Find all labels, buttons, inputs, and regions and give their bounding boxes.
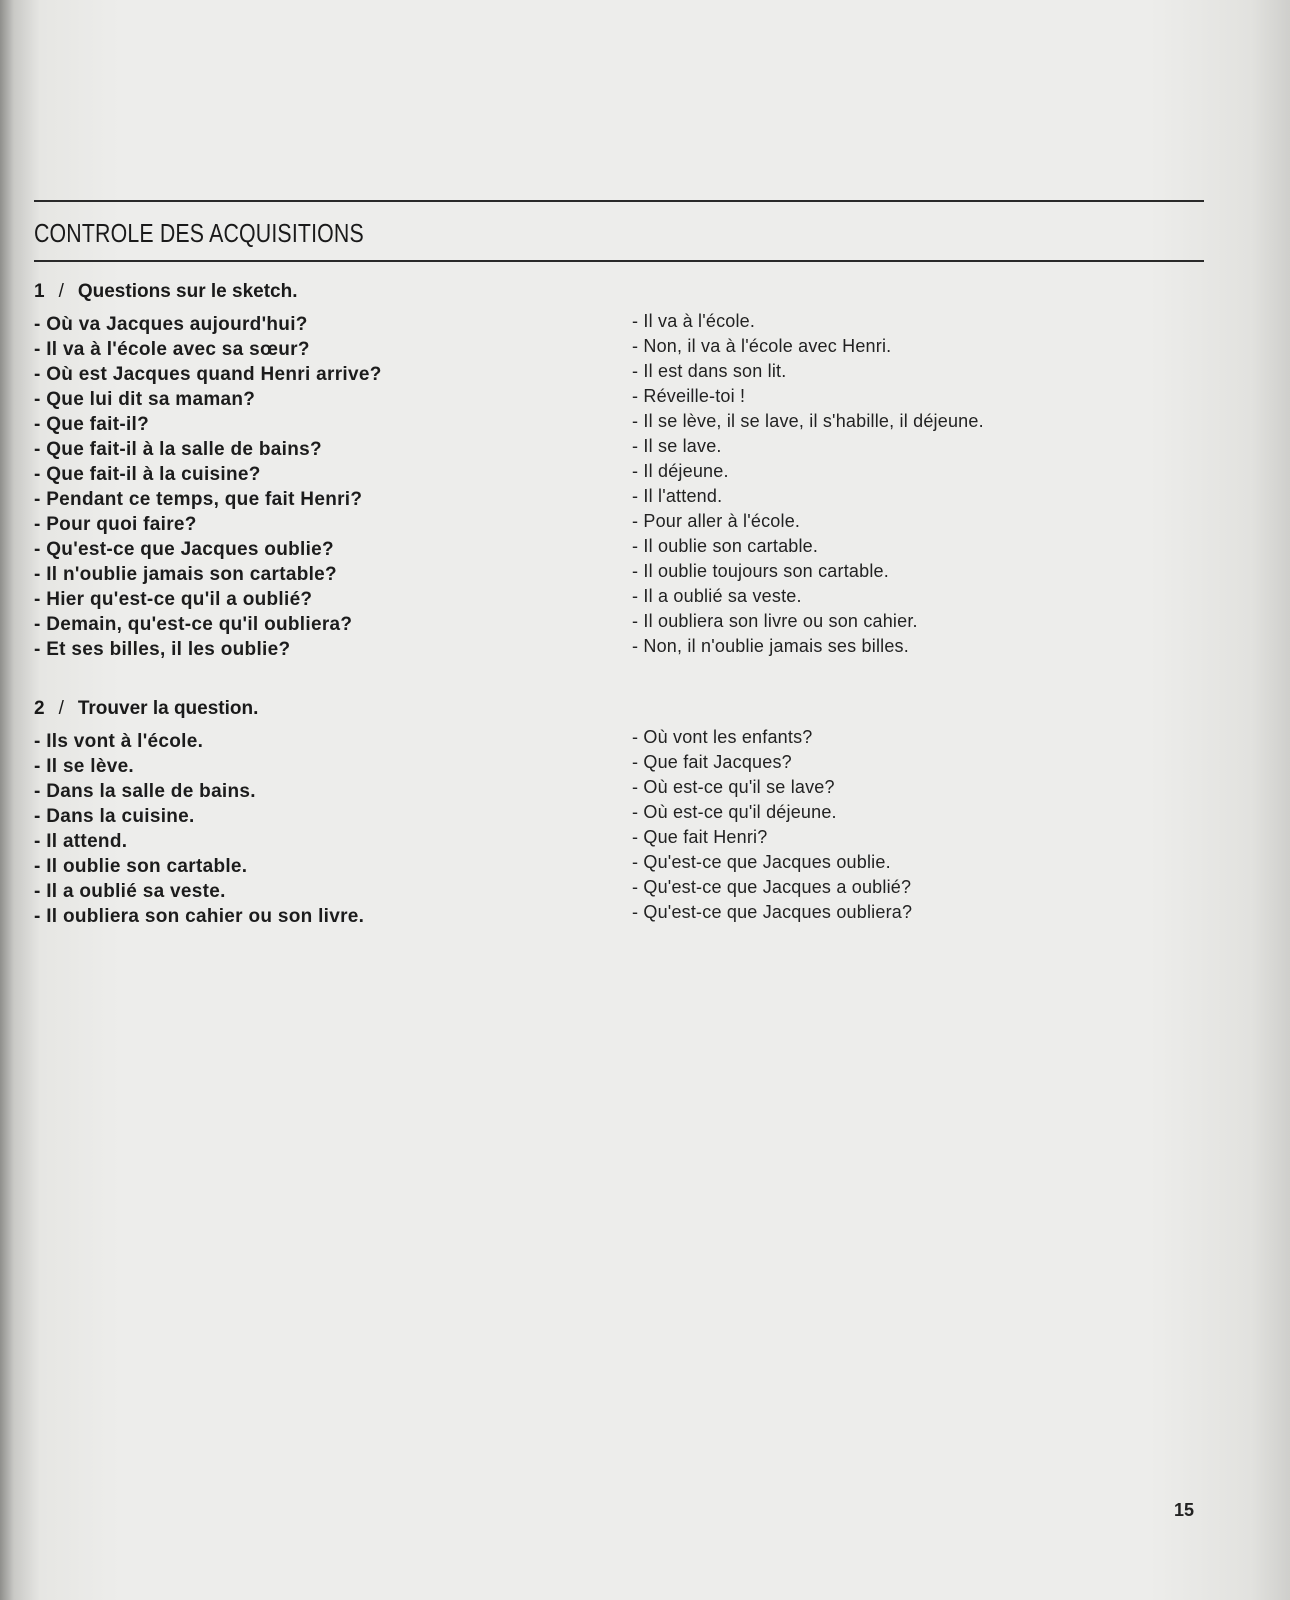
answer-line: - Pour aller à l'école. bbox=[632, 511, 801, 531]
question-line: - Que fait-il? bbox=[34, 414, 150, 435]
answer-line: - Il oubliera son livre ou son cahier. bbox=[632, 611, 918, 631]
prompt-line: - Dans la cuisine. bbox=[34, 806, 195, 827]
section-1-label: Questions sur le sketch. bbox=[77, 281, 298, 302]
answer-line: - Il va à l'école. bbox=[632, 311, 756, 331]
question-line: - Que lui dit sa maman? bbox=[34, 389, 256, 410]
prompt-line: - Ils vont à l'école. bbox=[34, 731, 204, 752]
question-line: - Que fait-il à la cuisine? bbox=[34, 464, 261, 485]
answer-line: - Que fait Henri? bbox=[632, 827, 768, 847]
page-number: 15 bbox=[1173, 1500, 1194, 1520]
question-line: - Il n'oublie jamais son cartable? bbox=[34, 564, 337, 585]
answer-line: - Qu'est-ce que Jacques oubliera? bbox=[632, 902, 913, 922]
prompt-line: - Il se lève. bbox=[34, 756, 135, 777]
answer-line: - Qu'est-ce que Jacques oublie. bbox=[632, 852, 891, 872]
section-2-slash: / bbox=[58, 698, 64, 719]
question-line: - Qu'est-ce que Jacques oublie? bbox=[34, 539, 334, 560]
answer-line: - Il oublie toujours son cartable. bbox=[632, 561, 889, 581]
answer-line: - Réveille-toi ! bbox=[632, 386, 746, 406]
answer-line: - Non, il n'oublie jamais ses billes. bbox=[632, 636, 909, 656]
question-line: - Où est Jacques quand Henri arrive? bbox=[34, 364, 382, 385]
question-line: - Pour quoi faire? bbox=[34, 514, 197, 535]
answer-line: - Non, il va à l'école avec Henri. bbox=[632, 336, 892, 356]
answer-line: - Il l'attend. bbox=[632, 486, 723, 506]
answer-line: - Qu'est-ce que Jacques a oublié? bbox=[632, 877, 912, 897]
section-1-answers bbox=[632, 309, 984, 659]
answer-line: - Il oublie son cartable. bbox=[632, 536, 819, 556]
section-2-title bbox=[34, 698, 258, 720]
question-line: - Il va à l'école avec sa sœur? bbox=[34, 339, 310, 360]
top-rule bbox=[34, 200, 1204, 202]
section-1-title bbox=[34, 281, 298, 303]
question-line: - Et ses billes, il les oublie? bbox=[34, 639, 291, 660]
answer-line: - Il se lève, il se lave, il s'habille, il déjeune. bbox=[632, 411, 984, 431]
bottom-rule bbox=[34, 260, 1204, 262]
answer-line: - Que fait Jacques? bbox=[632, 752, 792, 772]
section-1-number: 1 bbox=[34, 281, 45, 302]
prompt-line: - Il attend. bbox=[34, 831, 128, 852]
section-2-number: 2 bbox=[34, 698, 45, 719]
answer-line: - Il se lave. bbox=[632, 436, 722, 456]
page-heading: CONTROLE DES ACQUISITIONS bbox=[34, 218, 364, 248]
section-2-prompts bbox=[34, 729, 364, 929]
prompt-line: - Il a oublié sa veste. bbox=[34, 881, 226, 902]
answer-line: - Il est dans son lit. bbox=[632, 361, 787, 381]
section-1-questions bbox=[34, 312, 382, 662]
question-line: - Où va Jacques aujourd'hui? bbox=[34, 314, 308, 335]
question-line: - Pendant ce temps, que fait Henri? bbox=[34, 489, 363, 510]
question-line: - Demain, qu'est-ce qu'il oubliera? bbox=[34, 614, 353, 635]
answer-line: - Il a oublié sa veste. bbox=[632, 586, 802, 606]
section-2-answers bbox=[632, 725, 912, 925]
question-line: - Hier qu'est-ce qu'il a oublié? bbox=[34, 589, 313, 610]
section-1-slash: / bbox=[58, 281, 64, 302]
answer-line: - Où est-ce qu'il déjeune. bbox=[632, 802, 837, 822]
answer-line: - Où vont les enfants? bbox=[632, 727, 813, 747]
section-2-label: Trouver la question. bbox=[77, 698, 259, 719]
prompt-line: - Il oubliera son cahier ou son livre. bbox=[34, 906, 365, 927]
question-line: - Que fait-il à la salle de bains? bbox=[34, 439, 322, 460]
prompt-line: - Il oublie son cartable. bbox=[34, 856, 248, 877]
answer-line: - Où est-ce qu'il se lave? bbox=[632, 777, 835, 797]
answer-line: - Il déjeune. bbox=[632, 461, 729, 481]
prompt-line: - Dans la salle de bains. bbox=[34, 781, 256, 802]
